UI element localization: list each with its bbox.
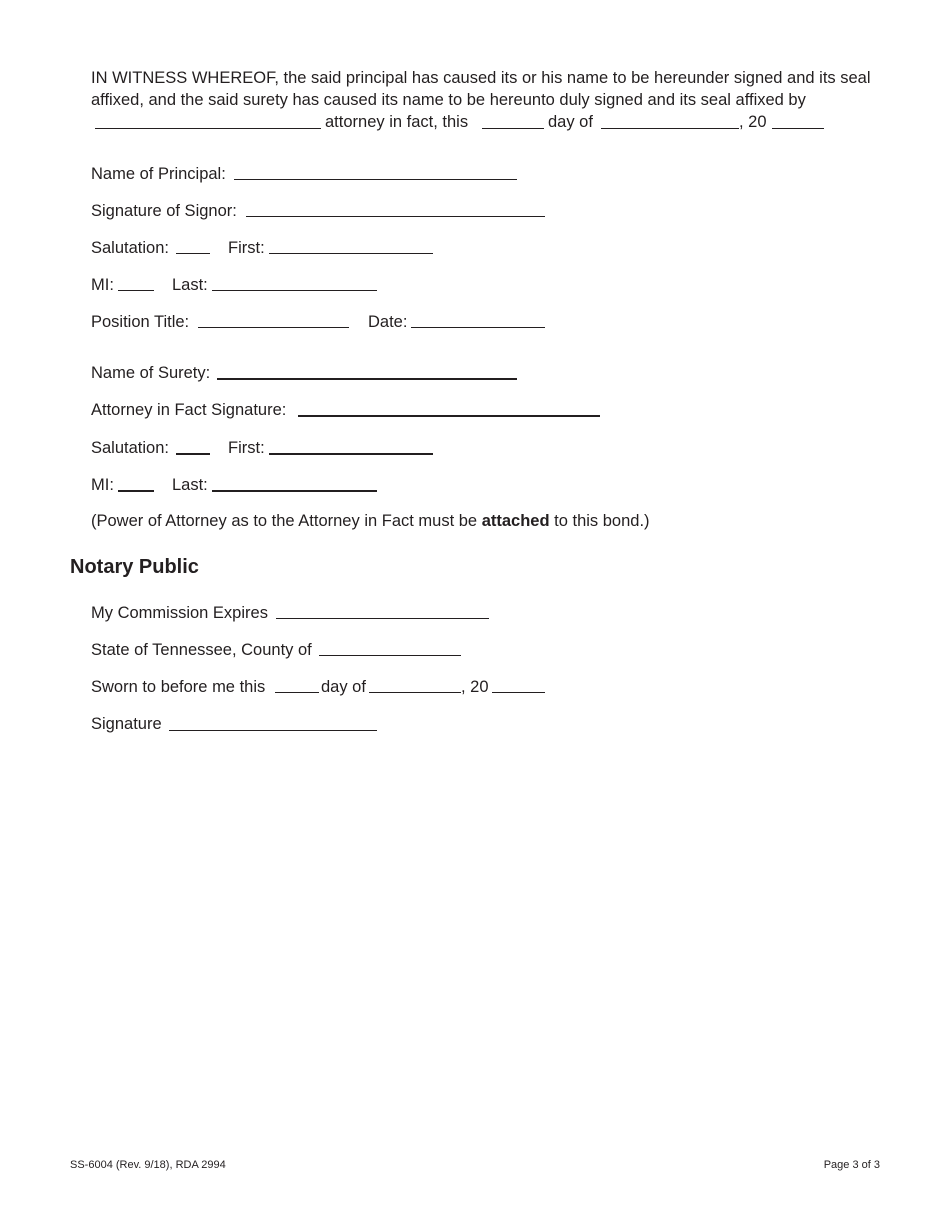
surety-salutation-field[interactable]	[176, 453, 210, 455]
sworn-day-field[interactable]	[275, 692, 319, 693]
principal-salutation-field[interactable]	[176, 253, 210, 254]
signor-signature-field[interactable]	[246, 216, 545, 217]
surety-mi-field[interactable]	[118, 490, 154, 492]
surety-last-label: Last:	[172, 476, 208, 494]
principal-last-field[interactable]	[212, 290, 377, 291]
witness-year-prefix: , 20	[739, 113, 767, 131]
witness-month-field[interactable]	[601, 128, 739, 129]
principal-first-field[interactable]	[269, 253, 433, 254]
position-title-field[interactable]	[198, 327, 349, 328]
sworn-year-prefix: , 20	[461, 678, 489, 696]
position-title-label: Position Title:	[91, 313, 190, 331]
form-id: SS-6004 (Rev. 9/18), RDA 2994	[70, 1159, 226, 1171]
attorney-signature-label: Attorney in Fact Signature:	[91, 401, 287, 419]
principal-date-field[interactable]	[411, 327, 545, 328]
principal-mi-field[interactable]	[118, 290, 154, 291]
principal-name-field[interactable]	[234, 179, 517, 180]
page-number: Page 3 of 3	[823, 1159, 880, 1171]
attorney-name-field[interactable]	[95, 128, 321, 129]
commission-expires-field[interactable]	[276, 618, 489, 619]
signor-signature-label: Signature of Signor:	[91, 202, 237, 220]
notary-heading: Notary Public	[70, 556, 199, 578]
surety-salutation-label: Salutation:	[91, 439, 169, 457]
surety-last-field[interactable]	[212, 490, 377, 492]
surety-name-field[interactable]	[217, 378, 517, 380]
witness-paragraph	[91, 67, 891, 111]
surety-name-label: Name of Surety:	[91, 364, 211, 382]
principal-date-label: Date:	[368, 313, 408, 331]
surety-first-label: First:	[228, 439, 265, 457]
notary-signature-label: Signature	[91, 715, 162, 733]
notary-signature-field[interactable]	[169, 730, 377, 731]
power-of-attorney-note	[91, 511, 650, 531]
commission-expires-label: My Commission Expires	[91, 604, 268, 622]
attorney-signature-field[interactable]	[298, 415, 600, 417]
principal-name-label: Name of Principal:	[91, 165, 226, 183]
sworn-label: Sworn to before me this	[91, 678, 266, 696]
note-text-before: (Power of Attorney as to the Attorney in Fact must be	[91, 512, 482, 530]
attorney-in-fact-text: attorney in fact, this	[325, 113, 469, 131]
witness-line-1: IN WITNESS WHEREOF, the said principal has caused its or his name to be hereunder signed and its seal	[91, 69, 871, 87]
principal-first-label: First:	[228, 239, 265, 257]
sworn-month-field[interactable]	[369, 692, 461, 693]
witness-year-field[interactable]	[772, 128, 824, 129]
witness-line-2: affixed, and the said surety has caused its name to be hereunto duly signed and its seal affixed by	[91, 91, 806, 109]
county-label: State of Tennessee, County of	[91, 641, 312, 659]
principal-salutation-label: Salutation:	[91, 239, 169, 257]
county-field[interactable]	[319, 655, 461, 656]
sworn-day-of-text: day of	[321, 678, 366, 696]
sworn-year-field[interactable]	[492, 692, 545, 693]
note-text-bold: attached	[481, 512, 550, 530]
principal-last-label: Last:	[172, 276, 208, 294]
principal-mi-label: MI:	[91, 276, 114, 294]
surety-mi-label: MI:	[91, 476, 114, 494]
witness-day-field[interactable]	[482, 128, 544, 129]
witness-day-of-text: day of	[548, 113, 593, 131]
note-text-after: to this bond.)	[549, 512, 650, 530]
surety-first-field[interactable]	[269, 453, 433, 455]
